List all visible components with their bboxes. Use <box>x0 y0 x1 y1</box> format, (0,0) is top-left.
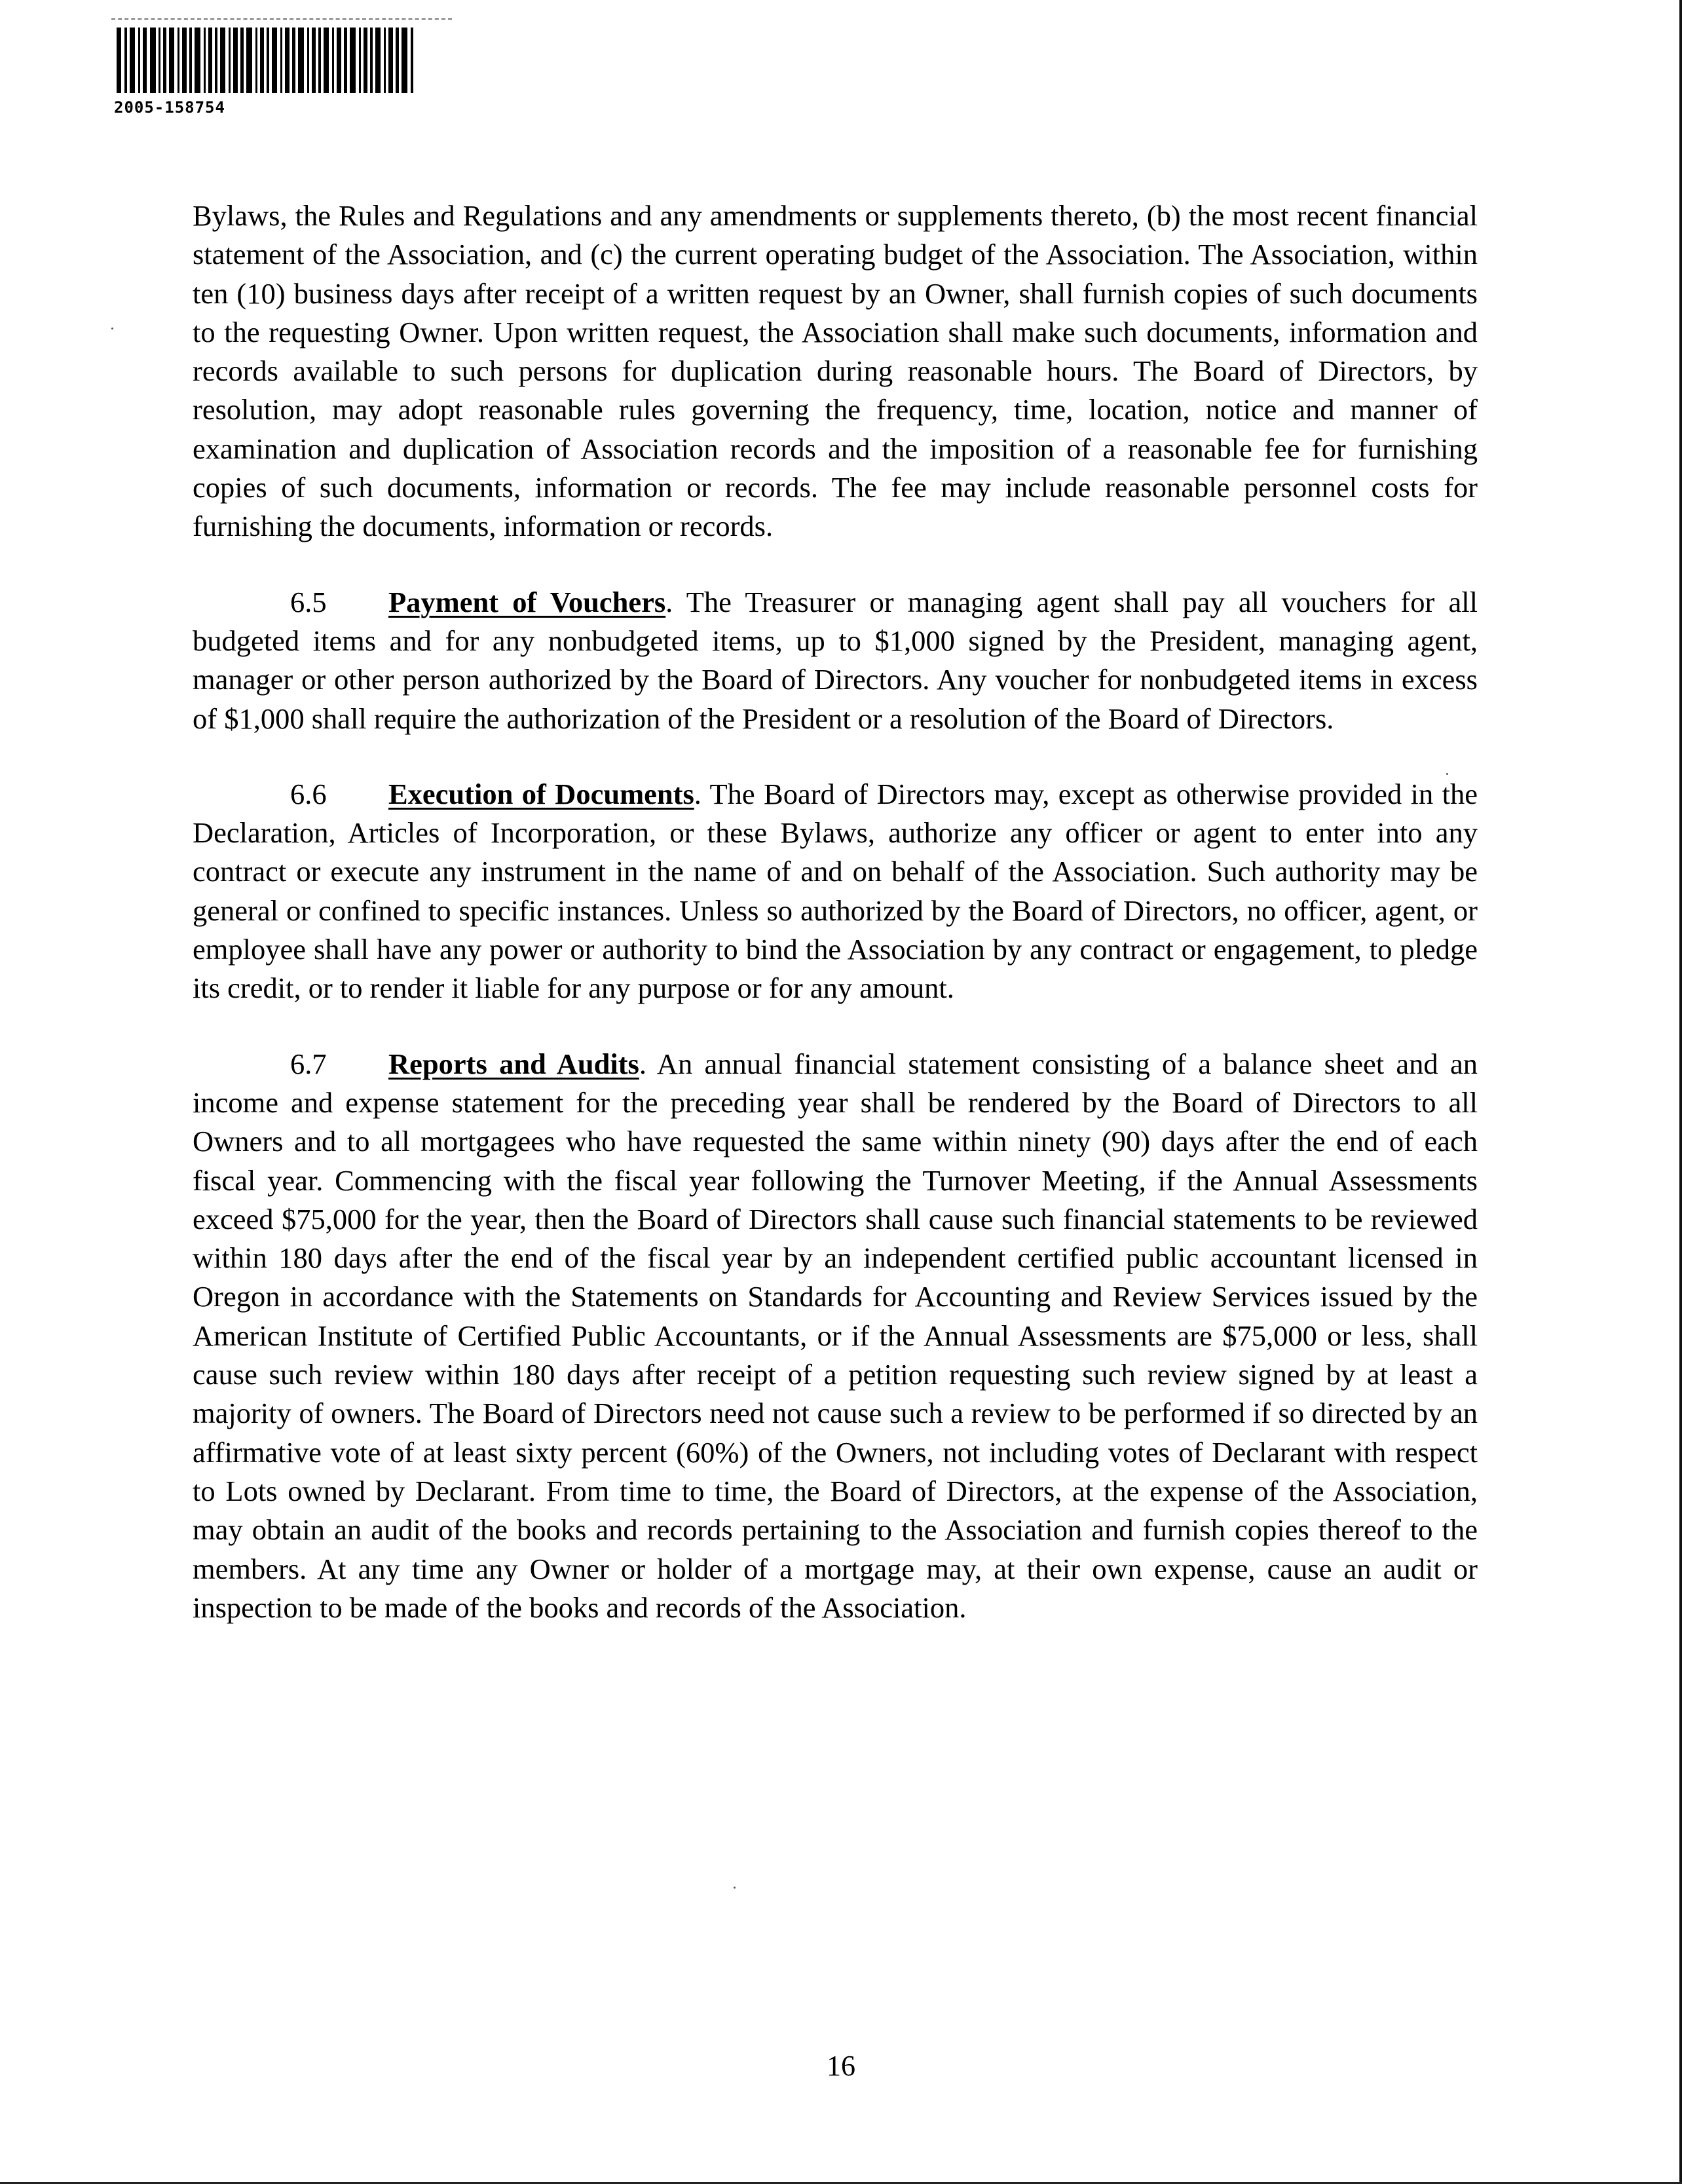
intro-paragraph: Bylaws, the Rules and Regulations and any amendments or supplements thereto, (b) the most recent financial statement of the Association, and (c) the current operating budget of the Association. The Association, within ten (10) business days after receipt of a written request by an Owner, shall furnish copies of such documents to the requesting Owner. Upon written request, the Association shall make such documents, information and records available to such persons for duplication during reasonable hours. The Board of Directors, by resolution, may adopt reasonable rules governing the frequency, time, location, notice and manner of examination and duplication of Association records and the imposition of a reasonable fee for furnishing copies of such documents, information or records. The fee may include reasonable personnel costs for furnishing the documents, information or records. <box>193 199 1478 543</box>
page-number: 16 <box>827 2050 855 2082</box>
section-text: . The Board of Directors may, except as otherwise provided in the Declaration, Articles of Incorporation, or these Bylaws, authorize any officer or agent to enter into any contract or execute any instrument in the name of and on behalf of the Association. Such authority may be general or confined to specific instances. Unless so authorized by the Board of Directors, no officer, agent, or employee shall have any power or authority to bind the Association by any contract or engagement, to pledge its credit, or to render it liable for any purpose or for any amount. <box>193 777 1478 1005</box>
section-6-5-paragraph <box>193 583 1478 738</box>
scan-dash-line <box>111 18 452 20</box>
section-heading: Payment of Vouchers <box>388 585 666 618</box>
section-6-7-paragraph <box>193 1045 1478 1627</box>
scan-speck <box>734 1887 736 1889</box>
document-body <box>193 197 1478 1664</box>
section-6-6-paragraph <box>193 775 1478 1008</box>
section-heading: Reports and Audits <box>388 1047 639 1080</box>
page-edge-right <box>1679 0 1682 2184</box>
section-number: 6.5 <box>290 585 327 618</box>
section-text: . The Treasurer or managing agent shall pay all vouchers for all budgeted items and for any nonbudgeted items, up to $1,000 signed by the President, managing agent, manager or other person authorized by the Board of Directors. Any voucher for nonbudgeted items in excess of $1,000 shall require the authorization of the President or a resolution of the Board of Directors. <box>193 585 1478 735</box>
barcode-image <box>117 28 418 93</box>
section-heading: Execution of Documents <box>388 777 694 810</box>
section-number: 6.6 <box>290 777 327 810</box>
scan-speck <box>111 328 113 329</box>
section-text: . An annual financial statement consisting of a balance sheet and an income and expense statement for the preceding year shall be rendered by the Board of Directors to all Owners and to all mortgagees who have requested the same within ninety (90) days after the end of each fiscal year. Commencing with the fiscal year following the Turnover Meeting, if the Annual Assessments exceed $75,000 for the year, then the Board of Directors shall cause such financial statements to be reviewed within 180 days after the end of the fiscal year by an independent certified public accountant licensed in Oregon in accordance with the Statements on Standards for Accounting and Review Services issued by the American Institute of Certified Public Accountants, or if the Annual Assessments are $75,000 or less, shall cause such review within 180 days after receipt of a petition requesting such review signed by at least a majority of owners. The Board of Directors need not cause such a review to be performed if so directed by an affirmative vote of at least sixty percent (60%) of the Owners, not including votes of Declarant with respect to Lots owned by Declarant. From time to time, the Board of Directors, at the expense of the Association, may obtain an audit of the books and records pertaining to the Association and furnish copies thereof to the members. At any time any Owner or holder of a mortgage may, at their own expense, cause an audit or inspection to be made of the books and records of the Association. <box>193 1047 1478 1624</box>
document-number: 2005-158754 <box>114 98 225 117</box>
section-number: 6.7 <box>290 1047 327 1080</box>
